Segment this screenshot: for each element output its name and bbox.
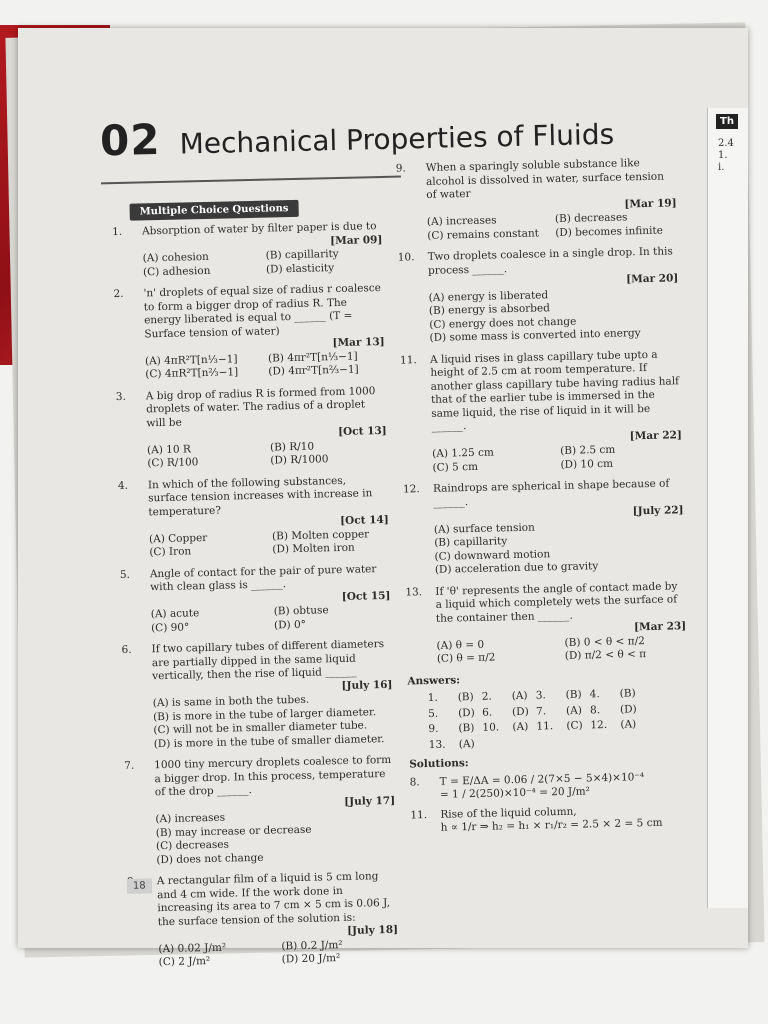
option: (C) 5 cm [432,460,479,474]
option: (D) some mass is converted into energy [429,327,641,344]
question-options [429,286,680,346]
heading-rule [101,176,401,185]
question [396,156,678,243]
question [118,473,390,560]
question-tag: [July 22] [632,504,684,518]
option: (C) downward motion [434,547,551,563]
option: (B) obtuse [273,604,329,618]
solution-line: h ∝ 1/r ⇒ h₂ = h₁ × r₁/r₂ = 2.5 × 2 = 5 cm [440,816,663,834]
option: (A) acute [150,607,200,621]
option: (D) is more in the tube of smaller diameter. [153,732,385,750]
question-options [427,210,678,243]
answer-cell [644,686,674,700]
answer-cell: 4. [589,688,600,701]
question [124,754,396,868]
solution-line: Rise of the liquid column, [440,805,577,821]
question-text: Angle of contact for the pair of pure water with clean glass is ______. [149,562,377,594]
answer-cell [644,702,674,716]
answer-cell: 3. [535,689,546,702]
next-page-tab: Th [716,114,738,129]
chapter-title: Mechanical Properties of Fluids [179,117,615,161]
option: (A) 10 R [146,442,191,456]
question-tag: [July 18] [346,923,399,937]
question-options [436,634,687,667]
answer-cell: (D) [619,702,637,716]
question-options [149,527,390,559]
option: (B) 4πr²T[n⅓−1] [267,350,358,365]
option: (A) is same in both the tubes. [152,693,310,710]
option: (C) will not be in smaller diameter tube. [153,719,368,737]
question-number: 11. [399,353,417,367]
option: (D) 4πr²T[n⅔−1] [268,363,359,378]
answer-cell: (A) [458,737,475,750]
question [127,870,399,971]
question-tag: [Oct 15] [341,589,391,603]
option: (B) is more in the tube of larger diameter. [152,705,377,723]
question-number: 1. [111,225,123,239]
solutions-list [410,770,691,836]
option: (B) energy is absorbed [428,302,551,317]
next-page-edge [707,108,748,908]
question-number: 2. [113,287,124,301]
question-number: 13. [405,585,423,599]
question-number: 9. [395,162,406,175]
answer-cell [513,736,537,750]
question-number: 6. [121,643,132,656]
option: (B) Molten copper [271,527,370,543]
option: (C) energy does not change [429,315,577,331]
question [405,580,687,667]
answer-cell: (B) [458,721,475,735]
question-tag: [Oct 14] [340,513,389,527]
answer-cell: 11. [536,720,554,733]
answer-cell: 8. [589,703,601,716]
section-badge: Multiple Choice Questions [129,200,298,221]
option: (A) θ = 0 [436,638,485,652]
question-text: Raindrops are spherical in shape because of ______. [432,477,670,509]
question-options [143,247,384,279]
question-tag: [Mar 23] [633,620,687,634]
answer-cell: 2. [481,690,492,703]
solution-number: 8. [409,775,420,788]
question-number: 10. [397,251,415,264]
page-content [8,20,759,969]
option: (D) π/2 < θ < π [564,648,647,662]
answer-cell: (B) [565,688,582,701]
option: (D) 20 J/m² [281,952,341,966]
question-options [158,937,399,969]
question-tag: [July 16] [341,678,393,692]
question-number: 7. [124,759,135,772]
question [120,562,391,636]
question-tag: [Mar 13] [332,335,385,350]
question-tag: [Mar 22] [629,428,683,442]
question-options [145,349,386,381]
option: (C) 90° [150,620,190,634]
solution-line: T = E/ΔA = 0.06 / 2(7×5 − 5×4)×10⁻⁴ [439,770,645,788]
page-number: 18 [127,878,152,894]
question-text: If 'θ' represents the angle of contact made by a liquid which completely wets the surface of the container then ______. [435,579,678,625]
answer-cell: 5. [427,707,439,720]
question-options [434,518,685,578]
question [121,638,393,752]
solution [410,803,691,836]
next-page-lines [718,138,734,174]
option: (C) 4πR²T[n⅔−1] [145,366,239,381]
answer-cell [591,734,621,748]
edge-line: 2.4 [718,138,734,149]
chapter-heading [99,105,614,166]
edge-line: 1. [718,150,728,161]
option: (D) acceleration due to gravity [434,560,599,576]
option: (D) R/1000 [270,453,329,467]
left-column [112,220,399,978]
option: (B) 2.5 cm [560,443,616,457]
question-options [155,808,396,867]
question-tag: [Mar 19] [624,196,677,210]
question-tag: [Mar 20] [626,272,679,286]
question-number: 3. [115,390,127,403]
option: (D) does not change [156,851,264,866]
question-text: Absorption of water by filter paper is due to [141,220,377,238]
question-number: 4. [117,479,129,492]
question-text: In which of the following substances, surface tension increases with increase in temperature? [147,474,373,518]
solution-number: 11. [410,808,428,821]
option: (D) 0° [273,618,307,632]
question-tag: [July 17] [344,794,396,808]
option: (A) Copper [148,531,208,545]
option: (B) capillarity [434,535,508,549]
option: (B) R/10 [269,440,315,454]
question-text: When a sparingly soluble substance like alcohol is dissolved in water, surface tension of water [425,157,665,201]
option: (A) surface tension [433,521,535,536]
answer-cell [644,717,674,731]
chapter-number: 02 [99,114,162,166]
answer-cell [621,734,645,748]
question [400,348,683,476]
answer-cell [537,735,567,749]
option: (B) 0.2 J/m² [281,938,343,952]
option: (A) 1.25 cm [432,446,495,460]
option: (D) 10 cm [560,457,614,471]
answer-cell: 12. [590,718,608,732]
question [398,245,680,346]
question-options [147,438,388,470]
option: (A) 0.02 J/m² [158,941,227,955]
option: (B) decreases [554,211,628,226]
answer-cell: 6. [481,706,493,719]
option: (C) remains constant [427,226,540,242]
question-text: 1000 tiny mercury droplets coalesce to form a bigger drop. In this process, temperature of the drop ______. [154,753,392,799]
answers-grid [408,686,689,752]
answer-cell: (B) [457,690,474,704]
right-column [396,156,691,842]
question [112,220,383,280]
option: (C) Iron [149,545,192,559]
option: (C) decreases [155,838,230,853]
option: (A) increases [426,214,497,228]
answer-cell: 10. [482,721,500,734]
answer-cell: (B) [619,687,636,700]
question-text: A rectangular film of a liquid is 5 cm long and 4 cm wide. If the work done in increasing its area to 7 cm × 5 cm is 0.06 J, the surface tension of the solution is: [156,870,391,928]
answer-cell: (D) [511,705,529,718]
right-questions [396,156,687,667]
question [116,384,388,471]
answer-cell: 13. [428,738,446,751]
question-tag: [Mar 09] [330,233,383,247]
option: (B) capillarity [265,247,339,262]
answer-cell: (A) [511,689,528,703]
option: (C) θ = π/2 [436,651,496,665]
question-number: 12. [402,483,420,496]
option: (C) 2 J/m² [158,955,211,969]
question-options [151,603,392,635]
option: (A) energy is liberated [428,288,549,304]
answer-cell: (C) [566,719,583,732]
question [403,477,685,578]
option: (A) 4πR²T[n⅓−1] [144,352,238,367]
answer-cell: 1. [427,691,438,705]
option: (A) cohesion [142,250,209,265]
option: (B) 0 < θ < π/2 [564,634,645,649]
question-options [432,442,683,475]
option: (C) adhesion [142,264,211,278]
answer-cell: 7. [535,704,547,718]
option: (D) Molten iron [272,541,355,556]
option: (D) elasticity [265,261,335,276]
question-text: A liquid rises in glass capillary tube upto a height of 2.5 cm at room temperature. If another glass capillary tube having radius half that of the earlier tube is immersed in the same liquid, the rise of liquid in it will be ______. [429,348,680,433]
question-options [153,692,394,751]
question-tag: [Oct 13] [337,424,387,439]
option: (A) increases [155,811,226,826]
answer-cell: 9. [428,722,439,736]
question-text: If two capillary tubes of different diameters are partially dipped in the same liquid vertically, then the rise of liquid ______ [151,638,385,683]
question-number: 5. [119,568,131,581]
solution-line: = 1 / 2(250)×10⁻⁴ = 20 J/m² [439,785,591,801]
option: (B) may increase or decrease [155,823,312,839]
option: (C) R/100 [147,456,199,470]
question-text: A big drop of radius R is formed from 1000 droplets of water. The radius of a droplet will be [145,384,376,429]
question [113,282,385,383]
answer-cell: (D) [457,706,475,719]
answer-cell [567,735,591,749]
answers-heading: Answers: [407,673,461,687]
option: (D) becomes infinite [555,224,664,239]
question-text: 'n' droplets of equal size of radius r coalesce to form a bigger drop of radius R. The energy liberated is equal to ______ (T = Surface tension of water) [143,281,382,340]
book-page [18,28,748,969]
answer-cell: (A) [512,720,529,734]
answer-cell [483,737,513,751]
question-text: Two droplets coalesce in a single drop. In this process ______. [427,245,673,277]
answer-cell: (A) [565,704,583,717]
edge-line: i. [718,162,725,173]
solutions-heading: Solutions: [409,757,469,771]
answer-cell: (A) [620,718,637,731]
solution [410,770,691,803]
answer-cell [645,733,675,747]
